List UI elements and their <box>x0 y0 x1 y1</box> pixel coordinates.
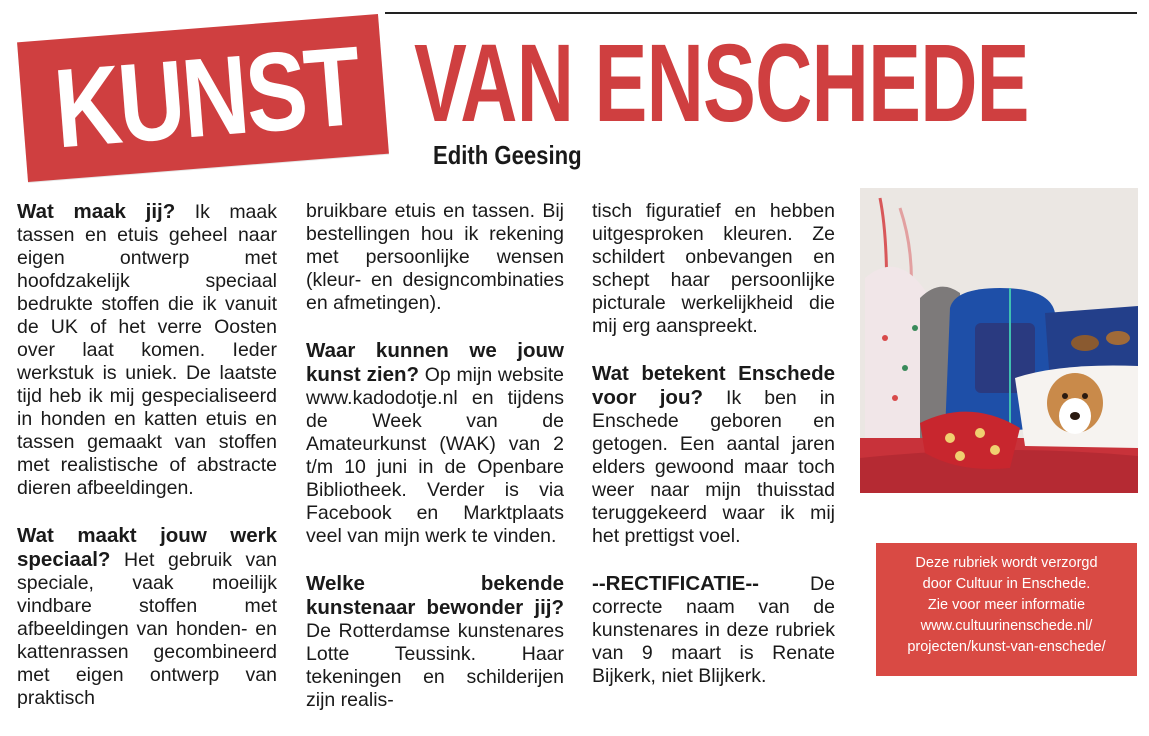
info-link[interactable]: projecten/kunst-van-enschede/ <box>907 639 1106 655</box>
paragraph <box>592 200 835 338</box>
page-title: VAN ENSCHEDE <box>414 22 1029 145</box>
answer: Op mijn website www.kadodotje.nl en tijdens de Week van de Amateurkunst (WAK) van 2 t/m 10 juni in de Openbare Bibliotheek. Verder is via Facebook en Marktplaats veel van mijn werk te vinden. <box>306 364 565 547</box>
info-line: Deze rubriek wordt verzorgd <box>915 555 1098 571</box>
answer: bruikbare etuis en tassen. Bij bestellingen hou ik rekening met persoonlijke wensen (kleur- en designcombinaties en afmetingen). <box>306 200 564 314</box>
top-rule <box>385 12 1137 14</box>
question: Wat maak jij? <box>17 200 176 223</box>
kunst-banner-text: KUNST <box>50 22 363 172</box>
paragraph <box>306 572 564 712</box>
answer: De correcte naam van de kunstenares in deze rubriek van 9 maart is Renate Bijkerk, niet Blijkerk. <box>592 573 835 687</box>
info-link[interactable]: www.cultuurinenschede.nl/ <box>920 618 1093 634</box>
question: Waar kunnen we jouw kunst zien? <box>306 339 564 386</box>
info-line: Zie voor meer informatie <box>927 597 1086 613</box>
answer: Ik maak tassen en etuis geheel naar eigen ontwerp met hoofdzakelijk speciaal bedrukte stoffen die ik vanuit de UK of het verre Oosten over laat komen. Ieder werkstuk is uniek. De laatste tijd heb ik mij gespecialiseerd in honden en katten etuis en tassen gemaakt van stoffen met realistische of abstracte dieren afbeeldingen. <box>17 201 277 499</box>
answer: De Rotterdamse kunstenares Lotte Teussink. Haar tekeningen en schilderijen zijn realis- <box>306 620 564 711</box>
info-line: door Cultuur in Enschede. <box>922 576 1091 592</box>
kunst-banner <box>17 14 389 182</box>
question: Wat maakt jouw werk speciaal? <box>17 524 277 571</box>
paragraph <box>306 200 564 315</box>
author-name: Edith Geesing <box>433 140 582 170</box>
paragraph <box>17 200 277 500</box>
paragraph <box>592 572 835 688</box>
product-photo <box>860 188 1138 493</box>
question: --RECTIFICATIE-- <box>592 572 760 595</box>
article-column-2 <box>306 200 564 736</box>
article-column-1 <box>17 200 277 734</box>
paragraph <box>592 362 835 548</box>
question: Welke bekende kunstenaar bewonder jij? <box>306 572 564 619</box>
info-box <box>876 543 1137 676</box>
answer: tisch figuratief en hebben uitgesproken kleuren. Ze schildert onbevangen en schept haar persoonlijke picturale werkelijkheid die mij erg aanspreekt. <box>592 200 835 337</box>
paragraph <box>17 524 277 710</box>
question: Wat betekent Enschede voor jou? <box>592 362 835 409</box>
article-column-3 <box>592 200 835 712</box>
paragraph <box>306 339 564 548</box>
answer: Het gebruik van speciale, vaak moeilijk vindbare stoffen met afbeeldingen van honden- en kattenrassen gecombineerd met eigen ontwerp van praktisch <box>17 549 277 709</box>
bags-photo-illustration <box>860 188 1138 493</box>
answer: Ik ben in Enschede geboren en getogen. Een aantal jaren elders gewoond maar toch weer naar mijn thuisstad teruggekeerd waar ik mij het prettigst voel. <box>592 387 835 547</box>
